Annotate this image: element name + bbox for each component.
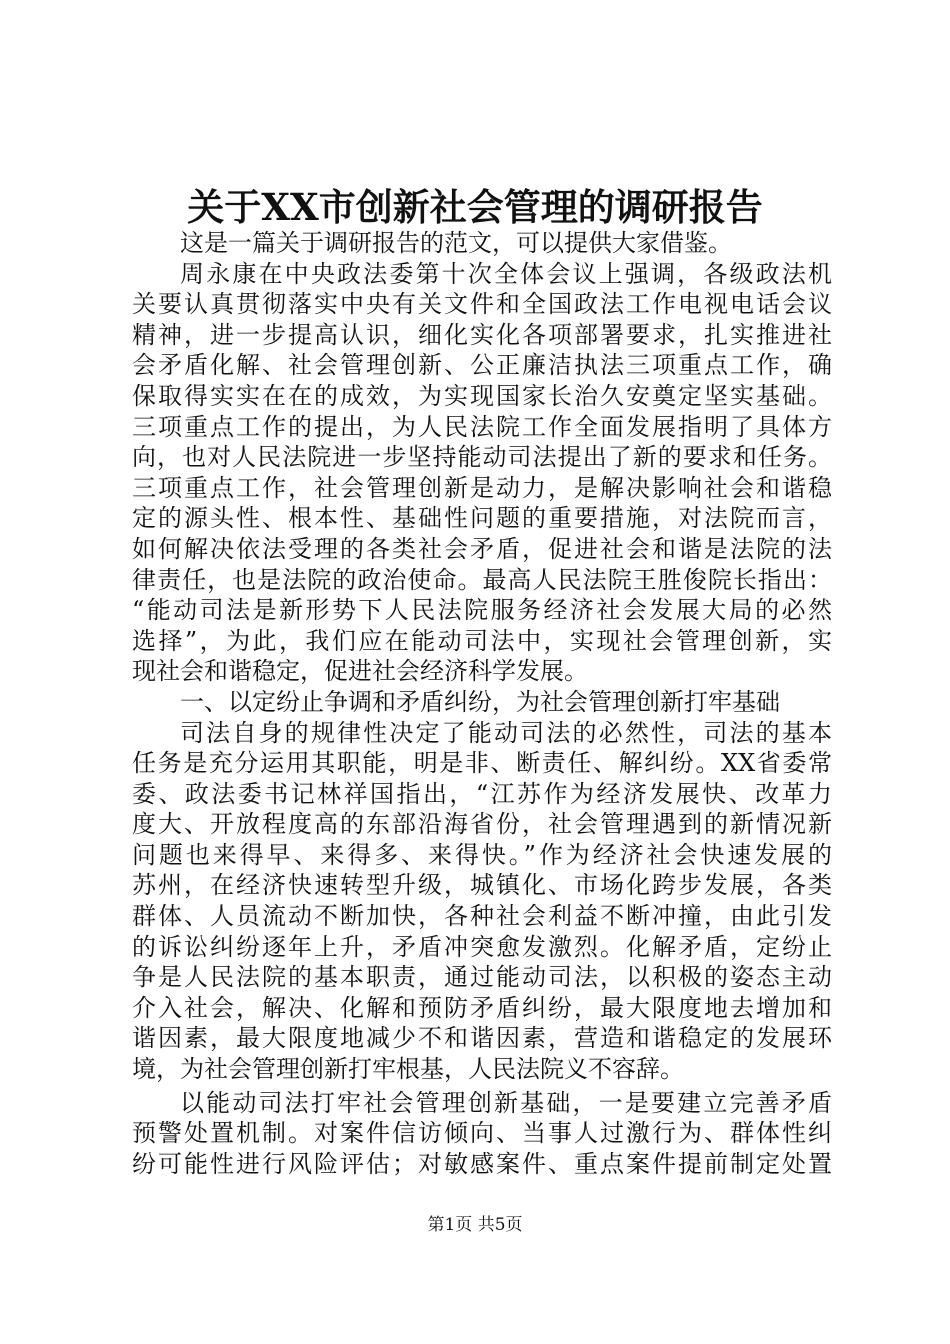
body-text-line: 一、以定纷止争调和矛盾纠纷，为社会管理创新打牢基础: [180, 687, 780, 716]
body-text-line: 谐因素，最大限度地减少不和谐因素，营造和谐稳定的发展环: [132, 1024, 832, 1053]
body-text-line: 这是一篇关于调研报告的范文，可以提供大家借鉴。: [180, 229, 732, 257]
body-text-line: 司法自身的规律性决定了能动司法的必然性，司法的基本: [180, 718, 832, 747]
body-text-line: “能动司法是新形势下人民法院服务经济社会发展大局的必然: [132, 596, 832, 625]
body-text-line: 如何解决依法受理的各类社会矛盾，促进社会和谐是法院的法: [132, 534, 832, 563]
body-text-line: 的诉讼纠纷逐年上升，矛盾冲突愈发激烈。化解矛盾，定纷止: [132, 932, 832, 961]
page-footer: 第1页 共5页: [427, 1215, 523, 1235]
body-text-line: 会矛盾化解、社会管理创新、公正廉洁执法三项重点工作，确: [132, 351, 832, 380]
body-text-line: 争是人民法院的基本职责，通过能动司法，以积极的姿态主动: [132, 963, 832, 992]
body-text-line: 向，也对人民法院进一步坚持能动司法提出了新的要求和任务。: [132, 443, 832, 472]
body-text-line: 介入社会，解决、化解和预防矛盾纠纷，最大限度地去增加和: [132, 993, 832, 1022]
body-text-line: 现社会和谐稳定，促进社会经济科学发展。: [132, 657, 588, 686]
document-title: 关于XX市创新社会管理的调研报告: [187, 185, 763, 229]
body-text-line: 周永康在中央政法委第十次全体会议上强调，各级政法机: [180, 259, 832, 288]
body-text-line: 纷可能性进行风险评估；对敏感案件、重点案件提前制定处置: [132, 1149, 832, 1178]
body-text-line: 度大、开放程度高的东部沿海省份，社会管理遇到的新情况新: [132, 810, 832, 839]
body-text-line: 关要认真贯彻落实中央有关文件和全国政法工作电视电话会议: [132, 290, 832, 319]
body-text-line: 选择”，为此，我们应在能动司法中，实现社会管理创新，实: [132, 626, 832, 655]
body-text-line: 境，为社会管理创新打牢根基，人民法院义不容辞。: [132, 1055, 684, 1084]
body-text-line: 三项重点工作的提出，为人民法院工作全面发展指明了具体方: [132, 412, 832, 441]
body-text-line: 以能动司法打牢社会管理创新基础，一是要建立完善矛盾: [180, 1088, 832, 1117]
body-text-line: 群体、人员流动不断加快，各种社会利益不断冲撞，由此引发: [132, 902, 832, 931]
body-text-line: 任务是充分运用其职能，明是非、断责任、解纠纷。XX省委常: [132, 749, 832, 778]
body-text-line: 三项重点工作，社会管理创新是动力，是解决影响社会和谐稳: [132, 473, 832, 502]
body-text-line: 律责任，也是法院的政治使命。最高人民法院王胜俊院长指出：: [132, 565, 832, 594]
body-text-line: 保取得实实在在的成效，为实现国家长治久安奠定坚实基础。: [132, 381, 832, 410]
body-text-line: 委、政法委书记林祥国指出，“江苏作为经济发展快、改革力: [132, 779, 832, 808]
document-body: [132, 228, 832, 1179]
body-text-line: 问题也来得早、来得多、来得快。”作为经济社会快速发展的: [132, 840, 832, 869]
body-text-line: 预警处置机制。对案件信访倾向、当事人过激行为、群体性纠: [132, 1119, 832, 1148]
body-text-line: 精神，进一步提高认识，细化实化各项部署要求，扎实推进社: [132, 320, 832, 349]
body-text-line: 苏州，在经济快速转型升级，城镇化、市场化跨步发展，各类: [132, 871, 832, 900]
body-text-line: 定的源头性、根本性、基础性问题的重要措施，对法院而言，: [132, 504, 832, 533]
